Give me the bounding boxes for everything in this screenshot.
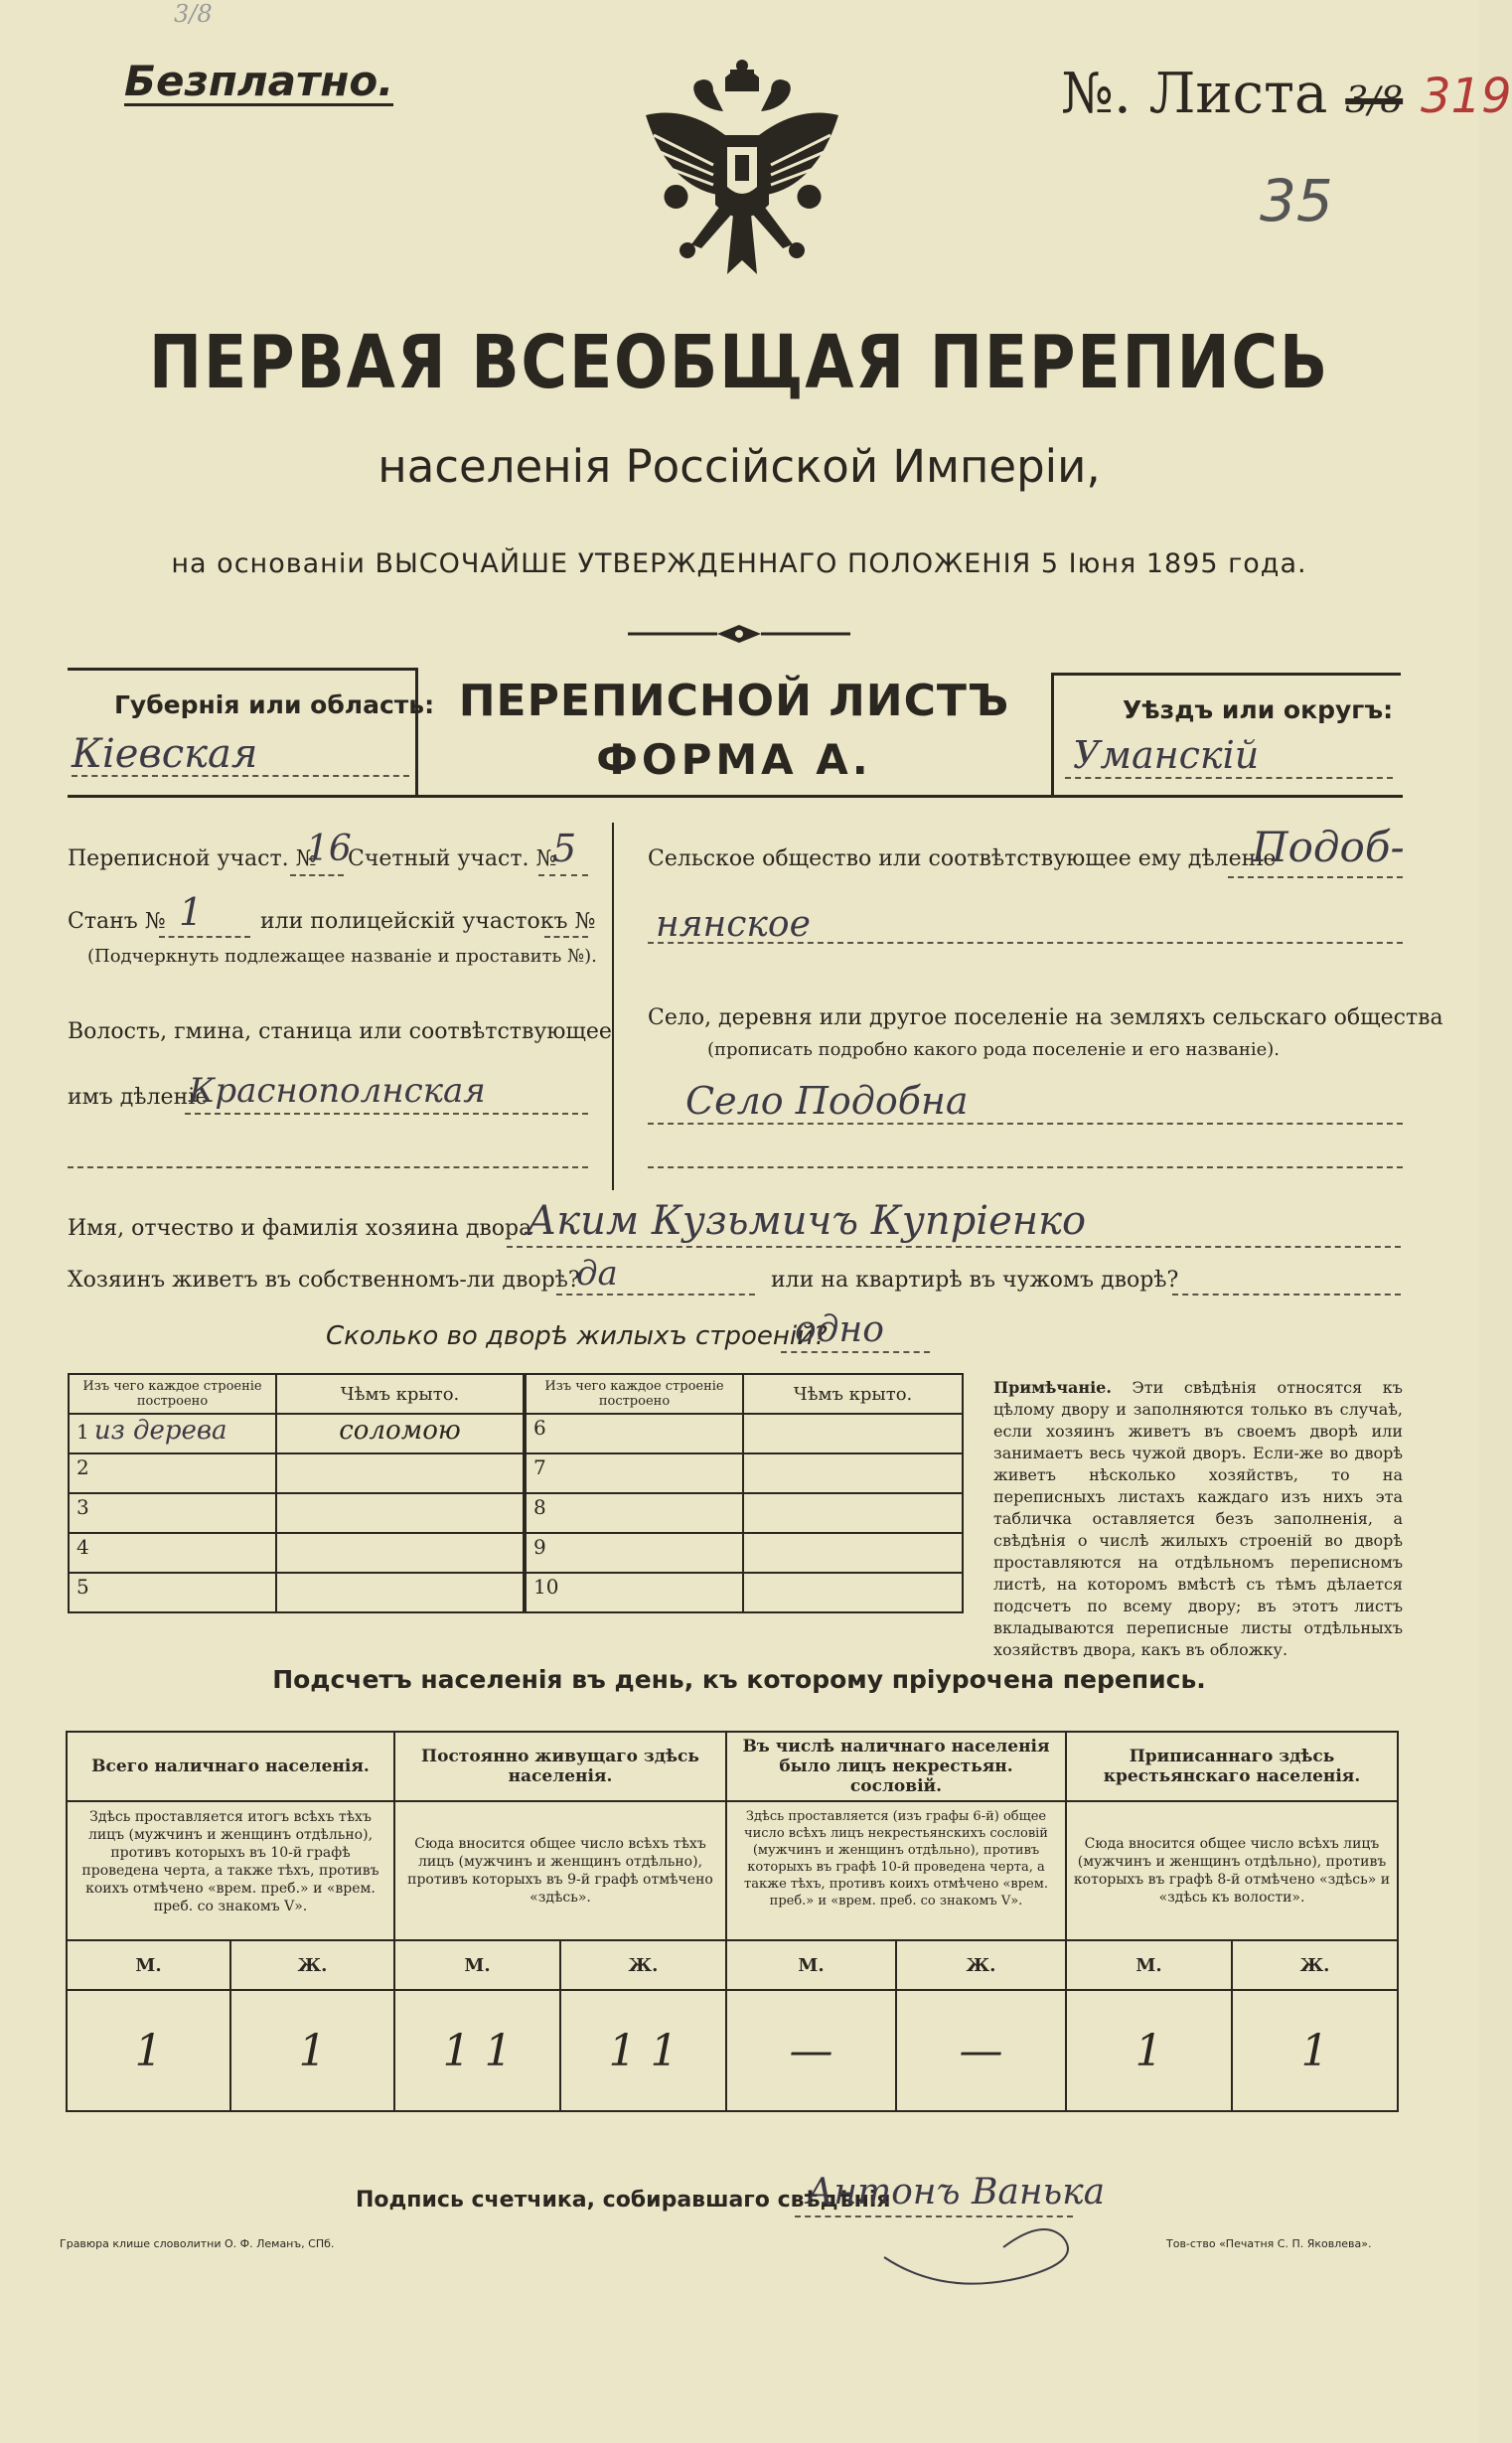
buildings-note	[993, 1377, 1403, 1661]
col2-f-label: Ж.	[560, 1940, 726, 1990]
building-row-4-material: 4	[69, 1533, 276, 1573]
building-row-1-material: 1 из дерева	[69, 1414, 276, 1453]
society-value-2: нянское	[656, 904, 811, 945]
buildings-count-value: одно	[795, 1309, 884, 1350]
own-yard-label: Хозяинъ живетъ въ собственномъ-ли дворѣ?	[68, 1268, 580, 1293]
volost-label-1: Волость, гмина, станица или соотвѣтствующее	[68, 1019, 612, 1044]
buildings-table-left	[68, 1373, 525, 1613]
col3-m-value: —	[726, 1990, 896, 2111]
col4-title: Приписаннаго здѣсь крестьянскаго населенія.	[1066, 1732, 1398, 1801]
building-row-7: 7	[526, 1453, 743, 1493]
col4-f-label: Ж.	[1232, 1940, 1398, 1990]
signature-flourish	[864, 2198, 1162, 2297]
col1-m-value: 1	[67, 1990, 230, 2111]
district-value: Уманскій	[1073, 733, 1260, 777]
census-plot-value: 16	[306, 829, 352, 869]
col4-f-value: 1	[1232, 1990, 1398, 2111]
sheet-number-pencil: 35	[1260, 167, 1333, 234]
building-row-5-roof	[276, 1573, 524, 1612]
police-label: или полицейскій участокъ №	[260, 909, 596, 934]
sheet-number-label: №. Листа	[1061, 62, 1328, 126]
form-title: ПЕРЕПИСНОЙ ЛИСТЪ	[458, 676, 1010, 726]
village-label: Село, деревня или другое поселеніе на земляхъ сельскаго общества	[648, 1005, 1443, 1030]
col2-f-value: 1 1	[560, 1990, 726, 2111]
col2-m-value: 1 1	[394, 1990, 560, 2111]
col3-title: Въ числѣ наличнаго населенія было лицъ некрестьян. сословій.	[726, 1732, 1066, 1801]
volost-label-2: имъ дѣленіе	[68, 1085, 209, 1110]
engraver-imprint: Гравюра клише словолитни О. Ф. Леманъ, СПб.	[60, 2237, 335, 2250]
col3-f-value: —	[896, 1990, 1066, 2111]
building-row-2-material: 2	[69, 1453, 276, 1493]
count-plot-value: 5	[552, 827, 577, 870]
col4-desc: Сюда вносится общее число всѣхъ лицъ (мужчинъ и женщинъ отдѣльно), противъ которыхъ въ графѣ 8-й отмѣчено «здѣсь» и «здѣсь къ волости».	[1066, 1801, 1398, 1940]
building-row-5-material: 5	[69, 1573, 276, 1612]
province-value: Кіевская	[72, 731, 258, 777]
stan-note: (Подчеркнуть подлежащее названіе и проставить №).	[87, 946, 597, 967]
census-plot-label: Переписной участ. №	[68, 846, 317, 871]
count-plot-label: Счетный участ. №	[348, 846, 557, 871]
col2-desc: Сюда вносится общее число всѣхъ тѣхъ лицъ (мужчинъ и женщинъ отдѣльно), противъ которыхъ въ 9-й графѣ отмѣчено «здѣсь».	[394, 1801, 726, 1940]
stan-label: Станъ №	[68, 909, 166, 934]
sheet-number-struck: 3/8	[1345, 80, 1404, 121]
printer-imprint: Тов-ство «Печатня С. П. Яковлева».	[1166, 2237, 1372, 2250]
building-row-3-roof	[276, 1493, 524, 1533]
building-row-8: 8	[526, 1493, 743, 1533]
volost-value: Краснополнская	[189, 1071, 486, 1111]
double-headed-eagle-emblem	[636, 56, 848, 290]
stan-value: 1	[179, 890, 204, 934]
signature-label: Подпись счетчика, собиравшаго свѣдѣнія	[356, 2188, 891, 2213]
col-material-header-2: Изъ чего каждое строеніе построено	[526, 1374, 743, 1414]
sheet-number	[1061, 62, 1512, 126]
sheet-number-red: 319	[1420, 69, 1512, 124]
building-row-9: 9	[526, 1533, 743, 1573]
col3-m-label: М.	[726, 1940, 896, 1990]
society-label: Сельское общество или соотвѣтствующее ему дѣленіе	[648, 846, 1277, 871]
buildings-count-label: Сколько во дворѣ жилыхъ строеній?	[326, 1321, 828, 1351]
col3-desc: Здѣсь проставляется (изъ графы 6-й) общее число всѣхъ лицъ некрестьянскихъ сословій (мужчинъ и женщинъ отдѣльно), противъ которыхъ въ графѣ 10-й проведена черта, а также тѣхъ, противъ коихъ отмѣчено «врем. преб.» и «врем. преб. со знакомъ V».	[726, 1801, 1066, 1940]
col-roof-header: Чѣмъ крыто.	[276, 1374, 524, 1414]
col4-m-value: 1	[1066, 1990, 1232, 2111]
col3-f-label: Ж.	[896, 1940, 1066, 1990]
ornament-divider	[628, 622, 850, 646]
society-value-1: Подоб-	[1252, 823, 1405, 871]
signature-value: Антонъ Ванька	[807, 2172, 1106, 2213]
buildings-table-right	[525, 1373, 964, 1613]
col1-m-label: М.	[67, 1940, 230, 1990]
col-roof-header-2: Чѣмъ крыто.	[743, 1374, 963, 1414]
population-heading: Подсчетъ населенія въ день, къ которому пріурочена перепись.	[272, 1665, 1206, 1694]
province-label: Губернія или область:	[114, 690, 435, 719]
col2-m-label: М.	[394, 1940, 560, 1990]
building-row-2-roof	[276, 1453, 524, 1493]
form-subtitle: ФОРМА А.	[596, 735, 872, 784]
col1-f-label: Ж.	[230, 1940, 394, 1990]
col2-title: Постоянно живущаго здѣсь населенія.	[394, 1732, 726, 1801]
document-title: ПЕРВАЯ ВСЕОБЩАЯ ПЕРЕПИСЬ	[148, 320, 1330, 405]
village-value: Село Подобна	[685, 1079, 969, 1123]
owner-name-label: Имя, отчество и фамилія хозяина двора	[68, 1216, 532, 1241]
corner-pencil-mark: 3/8	[174, 0, 213, 28]
col4-m-label: М.	[1066, 1940, 1232, 1990]
building-row-10: 10	[526, 1573, 743, 1612]
col-material-header: Изъ чего каждое строеніе построено	[69, 1374, 276, 1414]
owner-name-value: Аким Кузьмичъ Купріенко	[527, 1198, 1087, 1244]
village-note: (прописать подробно какого рода поселеніе и его названіе).	[707, 1039, 1280, 1060]
building-row-4-roof	[276, 1533, 524, 1573]
free-label: Безплатно.	[124, 57, 394, 105]
buildings-note-text: Эти свѣдѣнія относятся къ цѣлому двору и заполняются только въ случаѣ, если хозяинъ живетъ въ своемъ дворѣ или занимаетъ весь чужой дворъ. Если-же во дворѣ живетъ нѣсколько хозяйствъ, то на переписныхъ листахъ каждаго изъ нихъ эта табличка оставляется безъ заполненія, а свѣдѣнія о числѣ жилыхъ строеній во дворѣ проставляются на отдѣльномъ переписномъ листѣ, на которомъ вмѣстѣ съ тѣмъ дѣлается подсчетъ по всему двору; въ этотъ листъ вкладываются переписные листы отдѣльныхъ хозяйствъ двора, какъ въ обложку.	[993, 1378, 1403, 1659]
col1-desc: Здѣсь проставляется итогъ всѣхъ тѣхъ лицъ (мужчинъ и женщинъ отдѣльно), противъ которыхъ въ 10-й графѣ проведена черта, а также тѣхъ, противъ коихъ отмѣчено «врем. преб.» и «врем. преб. со знакомъ V».	[67, 1801, 394, 1940]
own-yard-value: да	[576, 1254, 618, 1294]
district-label: Уѣздъ или округъ:	[1123, 695, 1394, 724]
col1-title: Всего наличнаго населенія.	[67, 1732, 394, 1801]
buildings-note-title: Примѣчаніе.	[993, 1378, 1112, 1397]
document-subtitle: населенія Россійской Имперіи,	[378, 440, 1101, 493]
building-row-6: 6	[526, 1414, 743, 1453]
legal-basis: на основаніи ВЫСОЧАЙШЕ УТВЕРЖДЕННАГО ПОЛОЖЕНІЯ 5 Іюня 1895 года.	[171, 548, 1307, 579]
col1-f-value: 1	[230, 1990, 394, 2111]
building-row-1-roof: соломою	[276, 1414, 524, 1453]
population-table	[66, 1731, 1399, 2112]
building-row-3-material: 3	[69, 1493, 276, 1533]
rented-yard-label: или на квартирѣ въ чужомъ дворѣ?	[771, 1268, 1179, 1293]
